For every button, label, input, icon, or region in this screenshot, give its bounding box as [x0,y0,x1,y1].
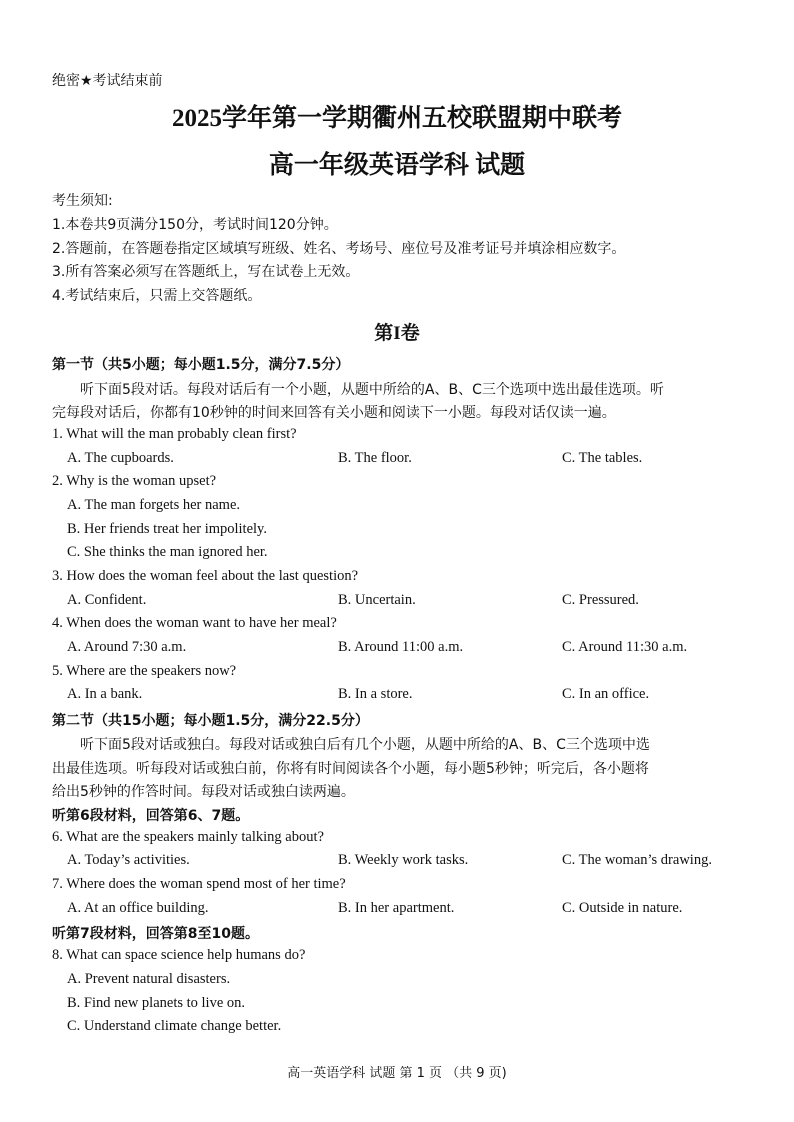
question-stem: 2. Why is the woman upset? [52,473,217,489]
option-a: A. Prevent natural disasters. [67,971,231,987]
option-c: C. Around 11:30 a.m. [562,639,688,655]
option-c: C. The woman’s drawing. [562,852,712,868]
question-stem: 8. What can space science help humans do? [52,947,306,963]
section2-instructions: 出最佳选项。听每段对话或独白前，你将有时间阅读各个小题，每小题5秒钟；听完后，各小题将 [52,761,649,777]
option-b: B. In a store. [338,686,413,702]
notice-item: 2.答题前，在答题卷指定区域填写班级、姓名、考场号、座位号及准考证号并填涂相应数字。 [52,241,626,257]
notice-item: 3.所有答案必须写在答题纸上，写在试卷上无效。 [52,264,360,280]
question-stem: 6. What are the speakers mainly talking about? [52,829,324,845]
section1-instructions: 听下面5段对话。每段对话后有一个小题，从题中所给的A、B、C三个选项中选出最佳选项。听 [80,382,664,398]
question-stem: 3. How does the woman feel about the last question? [52,568,359,584]
question-stem: 7. Where does the woman spend most of her time? [52,876,346,892]
option-a: A. The cupboards. [67,450,174,466]
option-b: B. Find new planets to live on. [67,995,246,1011]
option-b: B. Around 11:00 a.m. [338,639,464,655]
exam-subtitle: 高一年级英语学科 试题 [268,152,526,179]
option-b: B. Her friends treat her impolitely. [67,521,267,537]
exam-title: 2025学年第一学期衢州五校联盟期中联考 [171,105,622,132]
option-a: A. Around 7:30 a.m. [67,639,187,655]
section2-instructions: 听下面5段对话或独白。每段对话或独白后有几个小题，从题中所给的A、B、C三个选项中选 [80,737,650,753]
option-b: B. In her apartment. [338,900,455,916]
option-c: C. Understand climate change better. [67,1018,282,1034]
volume-heading: 第I卷 [374,323,420,344]
page-footer: 高一英语学科 试题 第 1 页 （共 9 页) [287,1066,507,1081]
option-c: C. Outside in nature. [562,900,683,916]
confidential-mark: 绝密★考试结束前 [52,73,163,89]
option-c: C. In an office. [562,686,650,702]
section1-instructions: 完每段对话后，你都有10秒钟的时间来回答有关小题和阅读下一小题。每段对话仅读一遍。 [52,405,616,421]
section2-instructions: 给出5秒钟的作答时间。每段对话或独白读两遍。 [52,784,355,800]
option-c: C. Pressured. [562,592,639,608]
option-c: C. She thinks the man ignored her. [67,544,268,560]
material-heading: 听第6段材料，回答第6、7题。 [52,808,250,824]
option-b: B. The floor. [338,450,412,466]
notice-item: 1.本卷共9页满分150分，考试时间120分钟。 [52,217,338,233]
option-a: A. Confident. [67,592,147,608]
section1-heading: 第一节（共5小题；每小题1.5分，满分7.5分） [52,357,350,373]
section2-heading: 第二节（共15小题；每小题1.5分，满分22.5分） [52,713,369,729]
option-c: C. The tables. [562,450,643,466]
material-heading: 听第7段材料，回答第8至10题。 [52,926,259,942]
question-stem: 4. When does the woman want to have her meal? [52,615,337,631]
notice-heading: 考生须知: [52,193,113,209]
option-a: A. In a bank. [67,686,143,702]
option-b: B. Uncertain. [338,592,416,608]
option-a: A. At an office building. [67,900,209,916]
option-a: A. Today’s activities. [67,852,190,868]
notice-item: 4.考试结束后，只需上交答题纸。 [52,288,262,304]
question-stem: 1. What will the man probably clean first? [52,426,297,442]
question-stem: 5. Where are the speakers now? [52,663,237,679]
option-b: B. Weekly work tasks. [338,852,469,868]
option-a: A. The man forgets her name. [67,497,241,513]
